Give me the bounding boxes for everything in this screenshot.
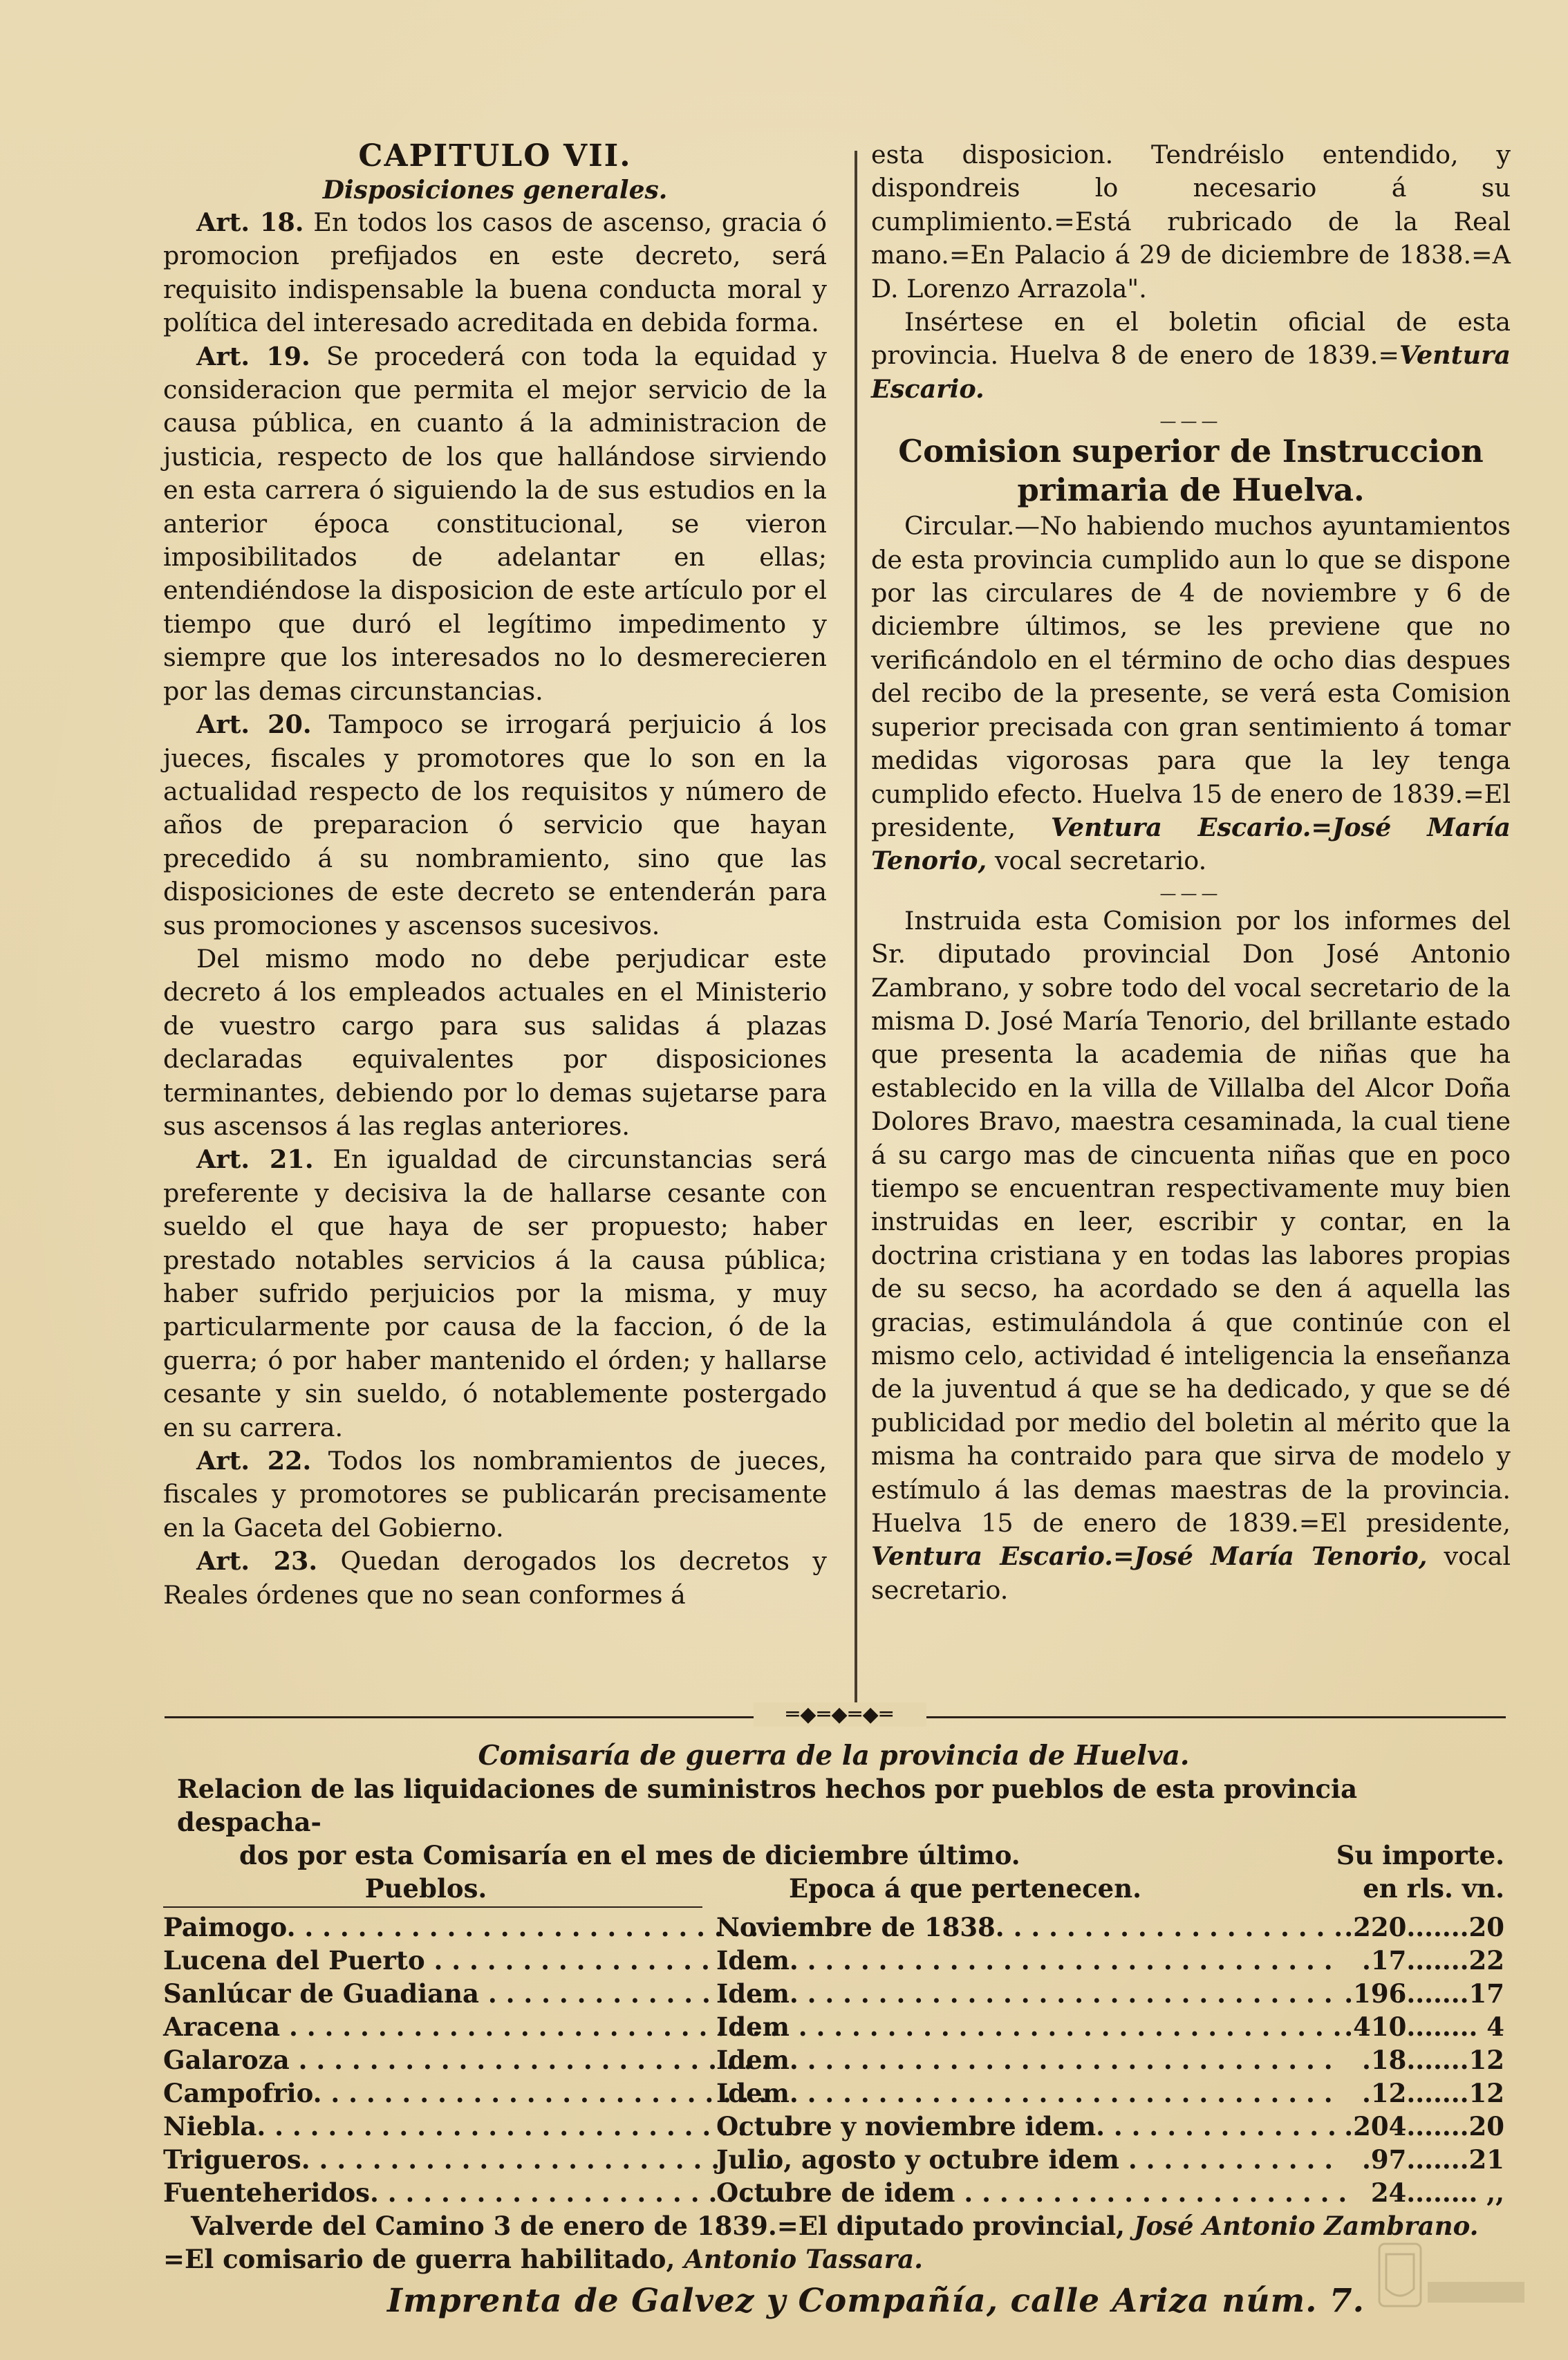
- footer-1-signature: José Antonio Zambrano.: [1133, 2211, 1479, 2241]
- section-separator: ———: [1159, 883, 1222, 903]
- town-cell: Niebla. . . . . . . . . . . . . . . . . . . . . . . . . . . . . .: [163, 2111, 783, 2141]
- table-intro-line1: Relacion de las liquidaciones de suministros hechos por pueblos de esta provincia despacha-: [177, 1774, 1358, 1837]
- importe-heading: Su importe.: [1336, 1840, 1504, 1870]
- article-20-text: Tampoco se irrogará perjuicio á los jueces, fiscales y promotores que lo son en la actualidad respecto de los requisitos y número de años de preparacion ó servicio que hayan precedido á su nombramiento, sino que las disposiciones de este decreto se entenderán para sus promociones y ascensos sucesivos.: [163, 709, 827, 940]
- town-cell: Sanlúcar de Guadiana . . . . . . . . . . . . . . . .: [163, 1978, 765, 2009]
- col-importe: en rls. vn.: [1363, 1873, 1504, 1904]
- town-cell: Galaroza . . . . . . . . . . . . . . . . . . . . . . . . . . .: [163, 2045, 771, 2075]
- circular-paragraph: [871, 510, 1511, 877]
- amount-cell: .220.......20: [1344, 1912, 1504, 1942]
- ornament-divider: ═◆═◆═◆═: [754, 1702, 926, 1727]
- insertese-paragraph: [871, 306, 1511, 406]
- chapter-subtitle: Disposiciones generales.: [322, 176, 668, 205]
- footer-2-signature: Antonio Tassara.: [684, 2244, 924, 2274]
- amount-cell: .204.......20: [1344, 2111, 1504, 2141]
- town-cell: Campofrio. . . . . . . . . . . . . . . . . . . . . . . . . .: [163, 2078, 767, 2108]
- decree-continuation: esta disposicion. Tendréislo entendido, y dispondreis lo necesario á su cumplimiento.=Está rubricado de la Real mano.=En Palacio á 29 de diciembre de 1838.=A D. Lorenzo Arrazola".: [871, 140, 1511, 304]
- table-row: [163, 2143, 1504, 2176]
- chapter-heading: CAPITULO VII.: [358, 138, 632, 174]
- table-row: [163, 1977, 1504, 2010]
- paragraph-mismo: Del mismo modo no debe perjudicar este decreto á los empleados actuales en el Ministerio de vuestro cargo para sus salidas á plazas declaradas equivalentes por disposiciones terminantes, debiendo por lo demas sujetarse para sus ascensos á las reglas anteriores.: [163, 943, 827, 1141]
- article-19-label: Art. 19.: [196, 341, 310, 371]
- col-pueblos: Pueblos.: [364, 1873, 487, 1904]
- instruida-paragraph: [871, 904, 1511, 1608]
- epoca-cell: Octubre de idem . . . . . . . . . . . . . . . . . . . . . .: [716, 2177, 1347, 2208]
- table-intro-text: dos por esta Comisaría en el mes de diciembre último.: [239, 1840, 1020, 1870]
- article-21-text: En igualdad de circunstancias será preferente y decisiva la de hallarse cesante con sueldo el que haya de ser propuesto; haber prestado notables servicios á la causa pública; haber sufrido perjuicios por la misma, y muy particularmente por causa de la faccion, ó de la guerra; ó por haber mantenido el órden; y hallarse cesante y sin sueldo, ó notablemente postergado en su carrera.: [163, 1144, 827, 1442]
- article-18-label: Art. 18.: [196, 207, 304, 237]
- archive-seal-watermark: [1376, 2240, 1528, 2344]
- article-18: [163, 206, 827, 340]
- town-cell: Aracena . . . . . . . . . . . . . . . . . . . . . . . . . . . .: [163, 2011, 779, 2042]
- town-cell: Paimogo. . . . . . . . . . . . . . . . . . . . . . . . . . .: [163, 1912, 759, 1942]
- epoca-cell: Julio, agosto y octubre idem . . . . . . . . . . . .: [716, 2144, 1334, 2175]
- table-header: [163, 1872, 1504, 1905]
- instruida-end: vocal secretario.: [871, 1541, 1511, 1605]
- article-21: [163, 1143, 827, 1444]
- amount-cell: .18.......12: [1361, 2045, 1504, 2075]
- town-cell: Fuenteheridos. . . . . . . . . . . . . . . . . . . . . . .: [163, 2177, 771, 2208]
- circular-end: vocal secretario.: [994, 846, 1207, 876]
- circular-text: Circular.—No habiendo muchos ayuntamientos de esta provincia cumplido aun lo que se dispone por las circulares de 4 de noviembre y 6 de diciembre últimos, se les previene que no verificándolo en el término de ocho dias despues del recibo de la presente, se verá esta Comision superior precisada con gran sentimiento á tomar medidas vigorosas para que la ley tenga cumplido efecto. Huelva 15 de enero de 1839.=El presidente,: [871, 511, 1511, 842]
- article-19: [163, 340, 827, 708]
- table-row: [163, 2110, 1504, 2143]
- left-column: [163, 138, 827, 1612]
- article-23: [163, 1545, 827, 1612]
- table-body: [163, 1911, 1504, 2209]
- epoca-cell: Idem. . . . . . . . . . . . . . . . . . . . . . . . . . . . . . .: [716, 1945, 1333, 1976]
- table-row: [163, 1911, 1504, 1944]
- epoca-cell: Octubre y noviembre idem. . . . . . . . . . . . . .: [716, 2111, 1336, 2141]
- town-cell: Lucena del Puerto . . . . . . . . . . . . . . . . . . .: [163, 1945, 764, 1976]
- footer-1-text: Valverde del Camino 3 de enero de 1839.=El diputado provincial,: [191, 2211, 1126, 2241]
- amount-cell: .12.......12: [1361, 2078, 1504, 2108]
- circular-signature: Ventura Escario.=José María Tenorio,: [871, 812, 1511, 876]
- instruida-text: Instruida esta Comision por los informes del Sr. diputado provincial Don José Antonio Zambrano, y sobre todo del vocal secretario de la misma D. José María Tenorio, del brillante estado que presenta la academia de niñas que ha establecido en la villa de Villalba del Alcor Doña Dolores Bravo, maestra cesaminada, la cual tiene á su cargo mas de cincuenta niñas que en poco tiempo se encuentran respectivamente muy bien instruidas en leer, escribir y contar, en la doctrina cristiana y en todas las labores propias de su secso, ha acordado se den á aquella las gracias, estimulándola á que continúe con el mismo celo, actividad é inteligencia la enseñanza de la juventud á que se ha dedicado, y que se dé publicidad por medio del boletin al mérito que la misma ha contraido para que sirva de modelo y estímulo á las demas maestras de la provincia. Huelva 15 de enero de 1839.=El presidente,: [871, 905, 1511, 1539]
- article-22: [163, 1444, 827, 1545]
- column-divider: [855, 151, 857, 1710]
- table-row: [163, 2076, 1504, 2110]
- header-rule: [163, 1906, 702, 1908]
- table-row: [163, 2176, 1504, 2209]
- insertese-signature: Ventura Escario.: [871, 340, 1511, 404]
- instruida-signature: Ventura Escario.=José María Tenorio,: [871, 1541, 1428, 1572]
- epoca-cell: Idem. . . . . . . . . . . . . . . . . . . . . . . . . . . . . . .: [716, 2045, 1333, 2075]
- right-column: [871, 138, 1511, 1607]
- article-19-text: Se procederá con toda la equidad y consideracion que permita el mejor servicio de la causa pública, en cuanto á la administracion de justicia, respecto de los que hallándose sirviendo en esta carrera ó siguiendo la de sus estudios en la anterior época constitucional, se vieron imposibilitados de adelantar en ellas; entendiéndose la disposicion de este artículo por el tiempo que duró el legítimo impedimento y siempre que los interesados no lo desmerecieren por las demas circunstancias.: [163, 341, 828, 706]
- col-epoca: Epoca á que pertenecen.: [788, 1873, 1141, 1904]
- epoca-cell: Idem. . . . . . . . . . . . . . . . . . . . . . . . . . . . . . .: [716, 2078, 1333, 2108]
- amount-cell: .196.......17: [1344, 1978, 1504, 2009]
- section-separator: ———: [1159, 411, 1222, 431]
- amount-cell: .410........ 4: [1344, 2011, 1504, 2042]
- table-title: Comisaría de guerra de la provincia de Huelva.: [478, 1740, 1190, 1772]
- article-23-label: Art. 23.: [196, 1546, 318, 1577]
- table-row: [163, 1944, 1504, 1977]
- amount-cell: .97.......21: [1361, 2144, 1504, 2175]
- article-20-label: Art. 20.: [196, 709, 312, 740]
- amount-cell: 24........ ,,: [1370, 2177, 1504, 2208]
- article-23-text: Quedan derogados los decretos y Reales órdenes que no sean conformes á: [163, 1546, 828, 1610]
- article-20: [163, 708, 827, 942]
- article-18-text: En todos los casos de ascenso, gracia ó promocion prefijados en este decreto, será requisito indispensable la buena conducta moral y política del interesado acreditada en debida forma.: [163, 207, 828, 338]
- article-21-label: Art. 21.: [196, 1144, 314, 1175]
- article-22-label: Art. 22.: [196, 1446, 312, 1476]
- table-footer-2: [163, 2242, 1504, 2276]
- printer-imprint: Imprenta de Galvez y Compañía, calle Ariza núm. 7.: [387, 2282, 1365, 2320]
- epoca-cell: Idem. . . . . . . . . . . . . . . . . . . . . . . . . . . . . . .: [716, 1978, 1333, 2009]
- footer-2-text: =El comisario de guerra habilitado,: [163, 2244, 675, 2274]
- amount-cell: .17.......22: [1361, 1945, 1504, 1976]
- town-cell: Trigueros. . . . . . . . . . . . . . . . . . . . . . . . . . .: [163, 2144, 774, 2175]
- table-footer-1: [163, 2209, 1504, 2242]
- epoca-cell: Idem . . . . . . . . . . . . . . . . . . . . . . . . . . . . . . .: [716, 2011, 1342, 2042]
- table-row: [163, 2043, 1504, 2076]
- insertese-text: Insértese en el boletin oficial de esta provincia. Huelva 8 de enero de 1839.=: [871, 307, 1511, 371]
- commission-heading: Comision superior de Instruccion primaria de Huelva.: [898, 433, 1484, 509]
- supplies-table-section: [163, 1739, 1504, 2276]
- epoca-cell: Noviembre de 1838. . . . . . . . . . . . . . . . . . . .: [716, 1912, 1343, 1942]
- table-row: [163, 2010, 1504, 2043]
- article-22-text: Todos los nombramientos de jueces, fiscales y promotores se publicarán precisamente en la Gaceta del Gobierno.: [163, 1446, 828, 1543]
- table-intro-line2: [163, 1839, 1504, 1872]
